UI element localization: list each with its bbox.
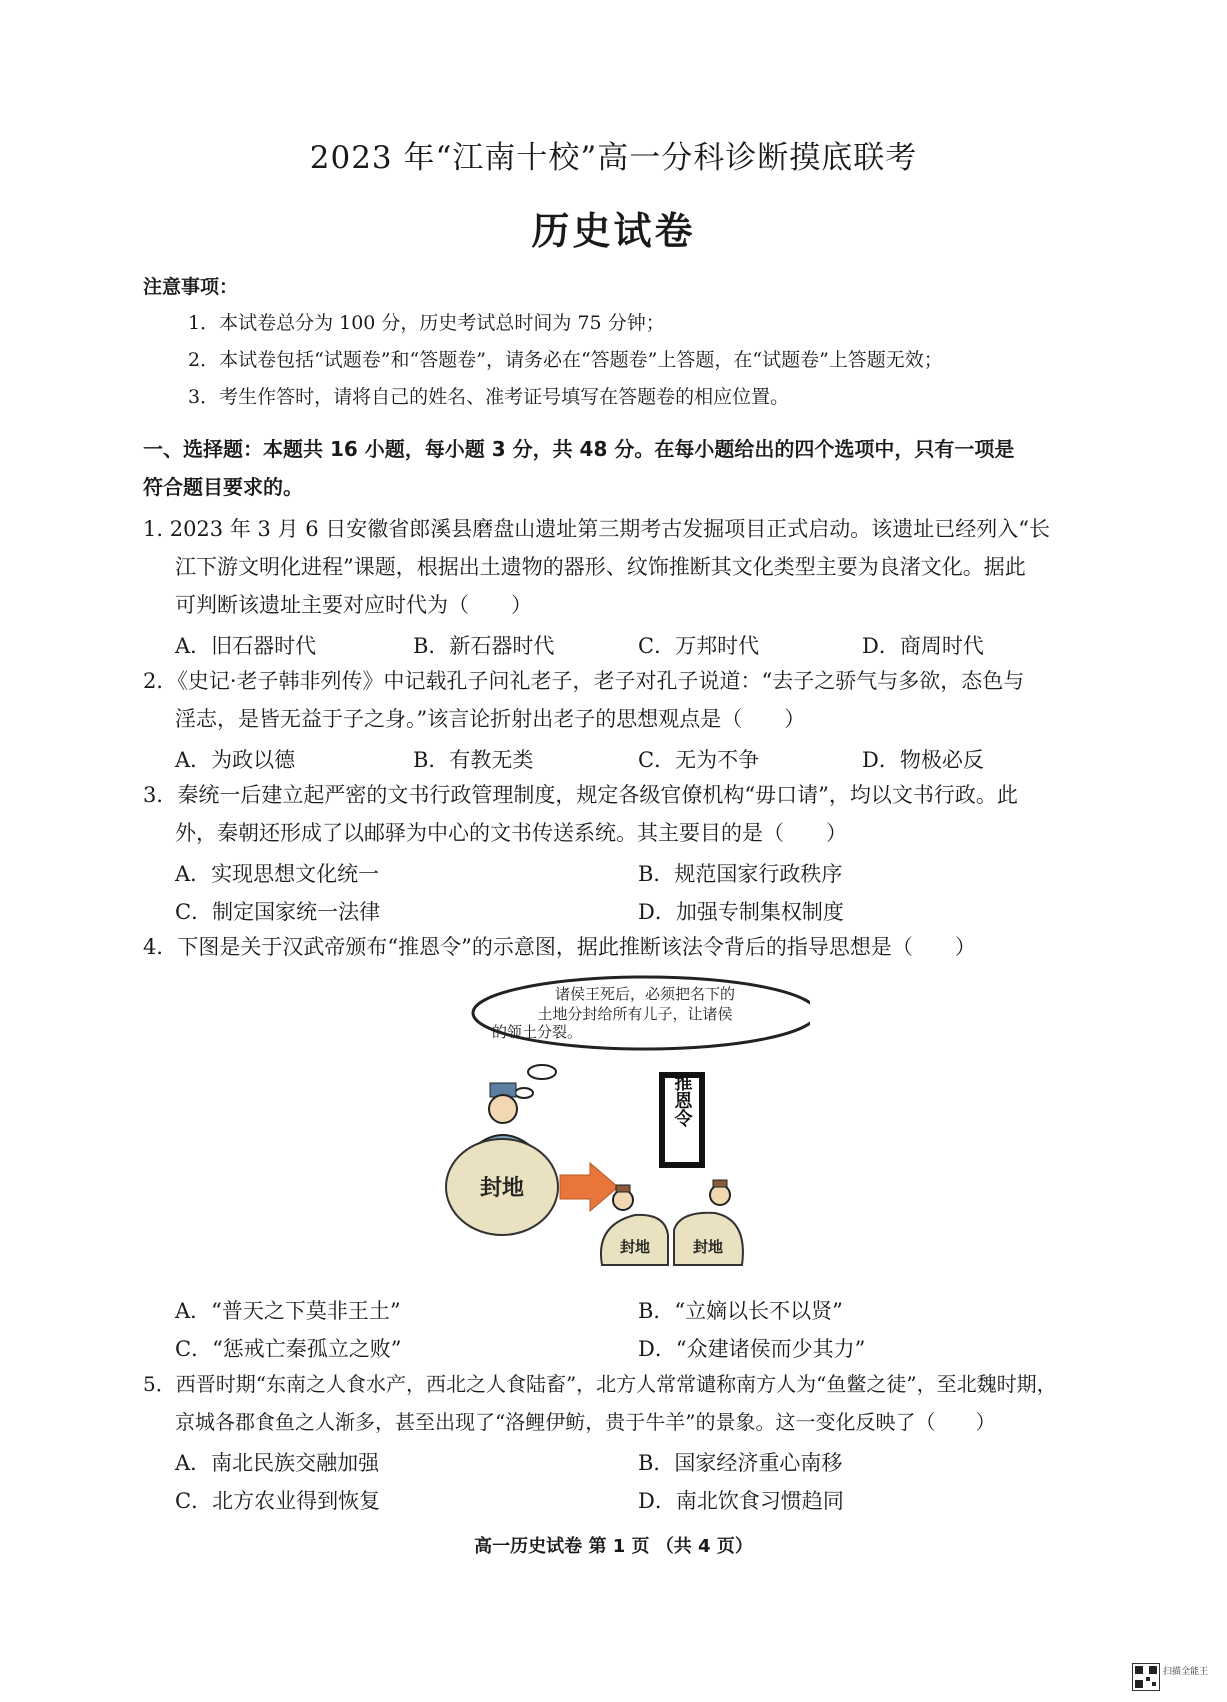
- q2-option-a: A．为政以德: [175, 748, 296, 772]
- question-2-line: 淫志，是皆无益于子之身。”该言论折射出老子的思想观点是（ ）: [175, 707, 806, 731]
- question-3-line: 外，秦朝还形成了以邮驿为中心的文书传送系统。其主要目的是（ ）: [175, 821, 847, 845]
- notice-heading: 注意事项：: [143, 276, 239, 298]
- q3-option-c: C．制定国家统一法律: [175, 900, 381, 924]
- q2-option-b: B．有教无类: [413, 748, 534, 772]
- prince-figure: [710, 1180, 730, 1205]
- tuienling-illustration: [430, 975, 810, 1275]
- notice-item: 3．考生作答时，请将自己的姓名、准考证号填写在答题卷的相应位置。: [188, 386, 790, 408]
- q2-option-c: C．无为不争: [638, 748, 760, 772]
- section-heading-line2: 符合题目要求的。: [143, 475, 303, 499]
- q3-option-b: B．规范国家行政秩序: [638, 862, 843, 886]
- page-footer: 高一历史试卷 第 1 页 （共 4 页）: [474, 1536, 753, 1557]
- q4-option-d: D．“众建诸侯而少其力”: [638, 1337, 866, 1361]
- land-label: 封地: [479, 1176, 525, 1201]
- arrow-icon: [560, 1163, 618, 1211]
- land-label: 封地: [619, 1238, 651, 1256]
- exam-subtitle: 历史试卷: [531, 209, 696, 253]
- thought-circle: [528, 1065, 556, 1079]
- q1-option-d: D．商周时代: [862, 634, 984, 658]
- q4-option-c: C．“惩戒亡秦孤立之败”: [175, 1337, 402, 1361]
- q5-option-a: A．南北民族交融加强: [175, 1451, 380, 1475]
- thought-circle: [515, 1088, 533, 1098]
- speech-line: 的领土分裂。: [492, 1023, 583, 1041]
- question-1-line: 1. 2023 年 3 月 6 日安徽省郎溪县磨盘山遗址第三期考古发掘项目正式启动。该遗址已经列入“长: [143, 517, 1050, 541]
- land-label: 封地: [692, 1238, 724, 1256]
- notice-item: 2．本试卷包括“试题卷”和“答题卷”，请务必在“答题卷”上答题，在“试题卷”上答题无效；: [188, 349, 943, 371]
- question-5-line: 5．西晋时期“东南之人食水产，西北之人食陆畜”，北方人常常谴称南方人为“鱼鳖之徒”，至北魏时期，: [143, 1372, 1057, 1396]
- exam-title: 2023 年“江南十校”高一分科诊断摸底联考: [309, 140, 918, 176]
- section-heading-line1: 一、选择题：本题共 16 小题，每小题 3 分，共 48 分。在每小题给出的四个选项中，只有一项是: [143, 437, 1015, 461]
- q3-option-d: D．加强专制集权制度: [638, 900, 844, 924]
- question-3-line: 3．秦统一后建立起严密的文书行政管理制度，规定各级官僚机构“毋口请”，均以文书行政。此: [143, 783, 1018, 807]
- q2-option-d: D．物极必反: [862, 748, 984, 772]
- q1-option-a: A．旧石器时代: [175, 634, 317, 658]
- question-1-line: 可判断该遗址主要对应时代为（ ）: [175, 593, 532, 617]
- q3-option-a: A．实现思想文化统一: [175, 862, 380, 886]
- q4-option-a: A．“普天之下莫非王土”: [175, 1299, 401, 1323]
- prince-figure: [613, 1185, 633, 1210]
- notice-item: 1．本试卷总分为 100 分，历史考试总时间为 75 分钟；: [188, 312, 665, 334]
- question-5-line: 京城各郡食鱼之人渐多，甚至出现了“洛鲤伊鲂，贵于牛羊”的景象。这一变化反映了（ ）: [175, 1410, 996, 1434]
- speech-line: 土地分封给所有儿子，让诸侯: [537, 1005, 733, 1023]
- sign-char: 推恩令: [671, 1073, 693, 1127]
- question-1-line: 江下游文明化进程”课题，根据出土遗物的器形、纹饰推断其文化类型主要为良渚文化。据此: [175, 555, 1026, 579]
- q5-option-d: D．南北饮食习惯趋同: [638, 1489, 844, 1513]
- q4-option-b: B．“立嫡以长不以贤”: [638, 1299, 843, 1323]
- qr-code-icon: [1132, 1663, 1160, 1691]
- q5-option-b: B．国家经济重心南移: [638, 1451, 843, 1475]
- scanner-watermark: 扫描全能王: [1163, 1667, 1209, 1677]
- q1-option-c: C．万邦时代: [638, 634, 760, 658]
- q1-option-b: B．新石器时代: [413, 634, 555, 658]
- question-4-line: 4．下图是关于汉武帝颁布“推恩令”的示意图，据此推断该法令背后的指导思想是（ ）: [143, 935, 976, 959]
- speech-line: 诸侯王死后，必须把名下的: [554, 985, 736, 1003]
- question-2-line: 2．《史记·老子韩非列传》中记载孔子问礼老子，老子对孔子说道：“去子之骄气与多欲，态色与: [143, 669, 1025, 693]
- q5-option-c: C．北方农业得到恢复: [175, 1489, 381, 1513]
